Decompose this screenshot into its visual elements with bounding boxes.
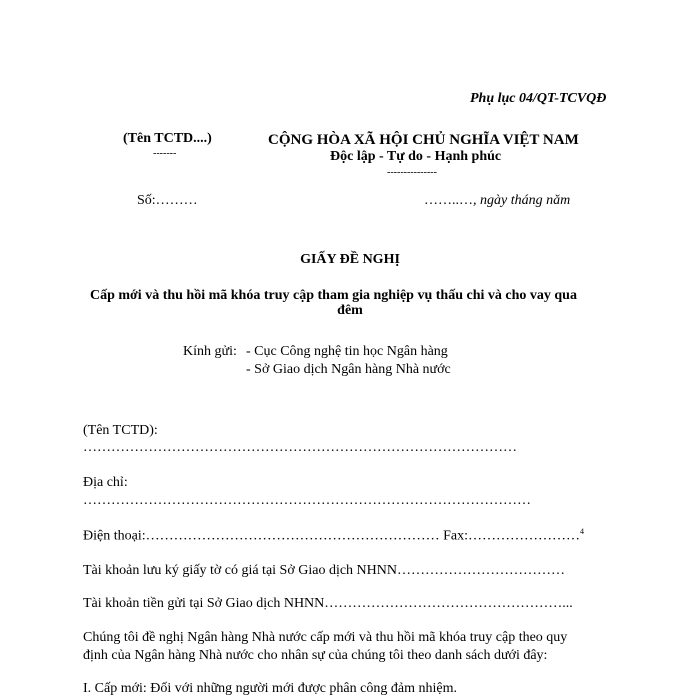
date-dots: ……..…: [424, 193, 473, 208]
org-dashes: -------: [153, 148, 177, 159]
phone-fax-text: Điện thoại:……………………………………………………… Fax:……………………: [83, 528, 580, 544]
recipient-line-2: - Sở Giao dịch Ngân hàng Nhà nước: [246, 362, 451, 377]
date-line: [424, 193, 570, 210]
section-1-heading: I. Cấp mới: Đối với những người mới được phân công đảm nhiệm.: [83, 681, 457, 696]
recipient-label: Kính gửi:: [183, 344, 237, 359]
document-title: GIẤY ĐỀ NGHỊ: [300, 252, 400, 267]
date-text: , ngày tháng năm: [473, 193, 571, 208]
org-label: (Tên TCTD):: [83, 423, 158, 438]
address-dots: ……………………………………………………………………………………: [83, 493, 531, 508]
recipient-line-1: - Cục Công nghệ tin học Ngân hàng: [246, 344, 448, 359]
securities-account-line: Tài khoản lưu ký giấy tờ có giá tại Sở Giao dịch NHNN………………………………: [83, 563, 566, 578]
appendix-label: Phụ lục 04/QT-TCVQĐ: [470, 91, 607, 106]
country-name: CỘNG HÒA XÃ HỘI CHỦ NGHĨA VIỆT NAM: [268, 132, 579, 148]
subtitle-line-1: Cấp mới và thu hồi mã khóa truy cập tham gia nghiệp vụ thấu chi và cho vay qua: [90, 288, 577, 303]
footnote-marker: 4: [580, 527, 584, 536]
org-dots: …………………………………………………………………………………: [83, 440, 517, 455]
deposit-account-line: Tài khoản tiền gửi tại Sở Giao dịch NHNN……………………………………………...: [83, 596, 573, 611]
motto-dashes: ---------------: [387, 167, 437, 178]
body-line-2: định của Ngân hàng Nhà nước cho nhân sự của chúng tôi theo danh sách dưới đây:: [83, 648, 548, 663]
body-line-1: Chúng tôi đề nghị Ngân hàng Nhà nước cấp mới và thu hồi mã khóa truy cập theo quy: [83, 630, 568, 645]
org-name-header: (Tên TCTD....): [123, 131, 212, 146]
document-number: Số:………: [137, 193, 198, 208]
phone-fax-line: [83, 527, 584, 545]
address-label: Địa chỉ:: [83, 475, 128, 490]
subtitle-line-2: đêm: [337, 303, 363, 318]
motto: Độc lập - Tự do - Hạnh phúc: [330, 149, 502, 164]
